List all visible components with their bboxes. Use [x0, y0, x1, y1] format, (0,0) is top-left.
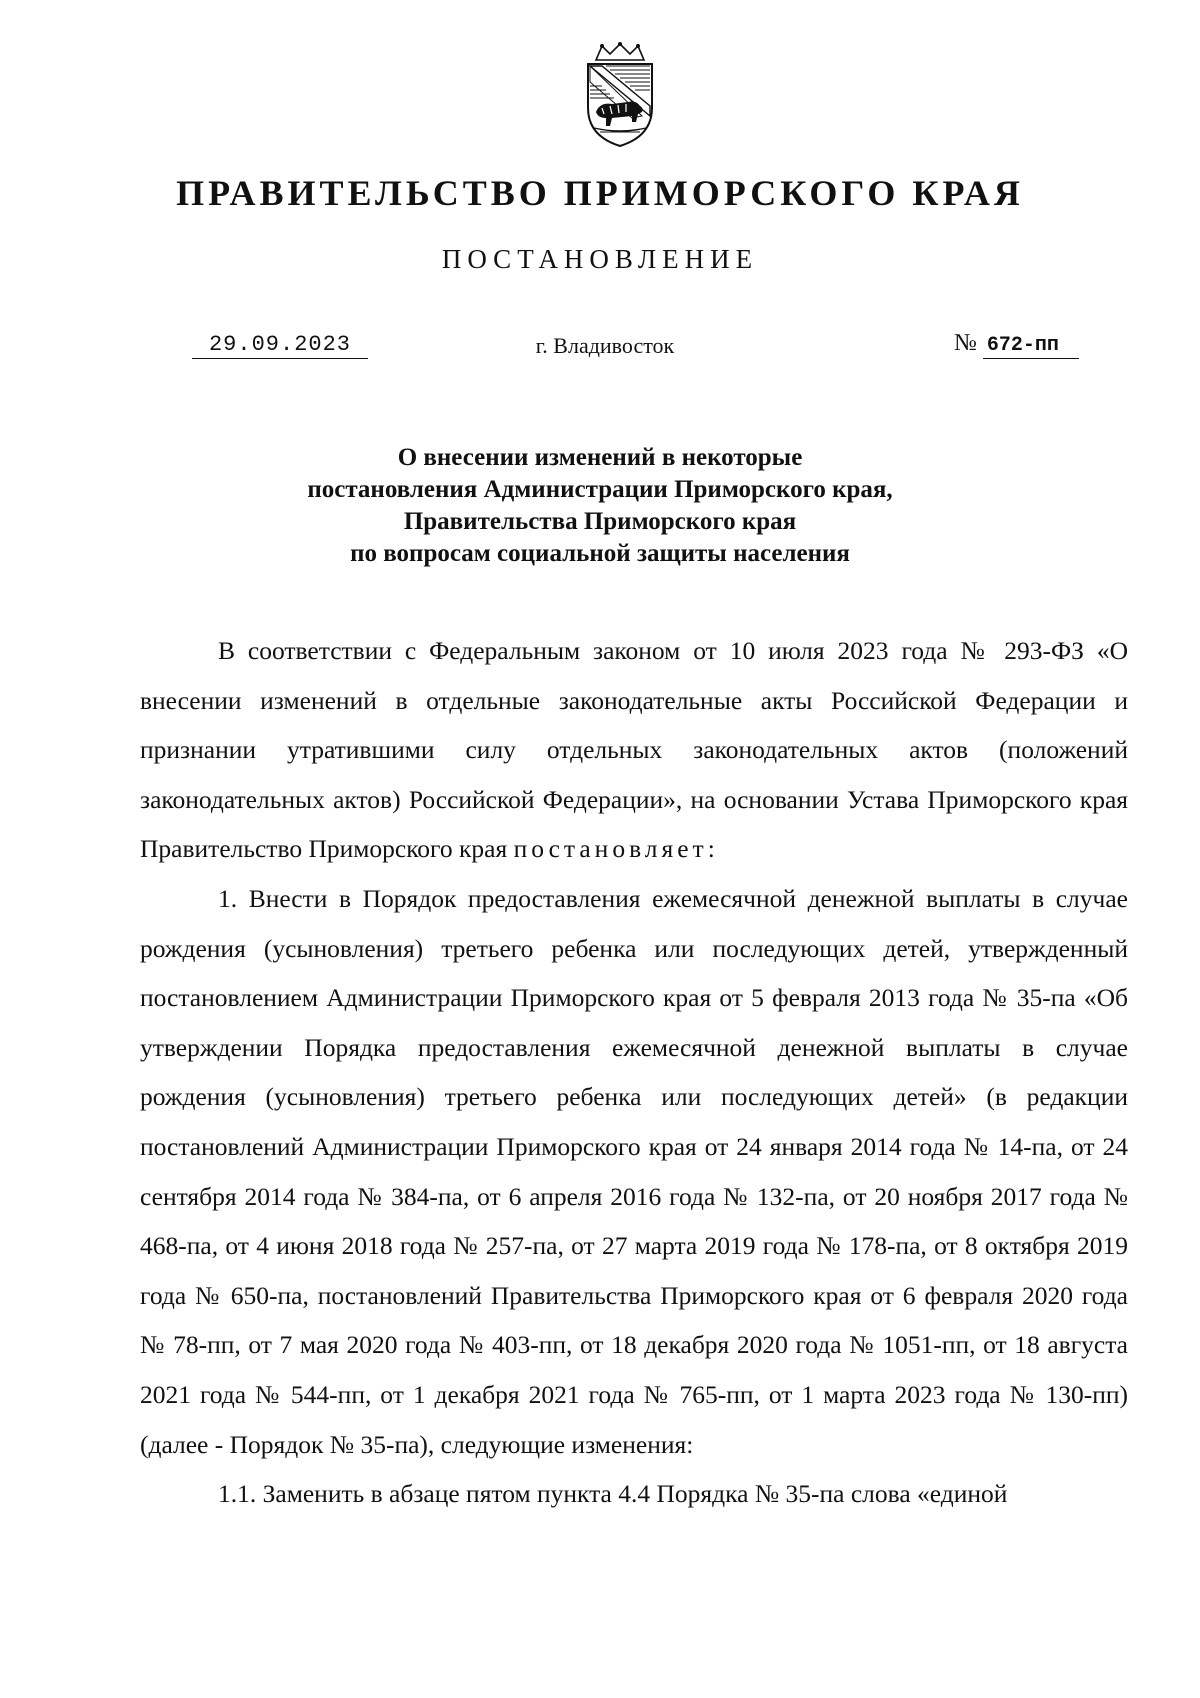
document-date: 29.09.2023 — [192, 332, 368, 359]
coat-of-arms-emblem — [582, 42, 658, 150]
preamble-text: В соответствии с Федеральным законом от 10 июля 2023 года № 293-ФЗ «О внесении изменений в отдельные законодательные акты Российской Федерации и признании утратившими силу отдельных законодательных актов (положений законодательных актов) Российской Федерации», на основании Устава Приморского края Правительство Приморского края — [140, 636, 1128, 864]
item-1-paragraph: 1. Внести в Порядок предоставления ежемесячной денежной выплаты в случае рождения (усыновления) третьего ребенка или последующих детей, утвержденный постановлением Администрации Приморского края от 5 февраля 2013 года № 35-па «Об утверждении Порядка предоставления ежемесячной денежной выплаты в случае рождения (усыновления) третьего ребенка или последующих детей» (в редакции постановлений Администрации Приморского края от 24 января 2014 года № 14-па, от 24 сентября 2014 года № 384-па, от 6 апреля 2016 года № 132-па, от 20 ноября 2017 года № 468-па, от 4 июня 2018 года № 257-па, от 27 марта 2019 года № 178-па, от 8 октября 2019 года № 650-па, постановлений Правительства Приморского края от 6 февраля 2020 года № 78-пп, от 7 мая 2020 года № 403-пп, от 18 декабря 2020 года № 1051-пп, от 18 августа 2021 года № 544-пп, от 1 декабря 2021 года № 765-пп, от 1 марта 2023 года № 130-пп) (далее - Порядок № 35-па), следующие изменения: — [140, 883, 1128, 1459]
resolves-word: постановляет: — [513, 834, 719, 864]
number-value: 672-пп — [983, 334, 1079, 359]
document-number — [954, 330, 1079, 359]
document-subject — [0, 442, 1200, 570]
government-title: ПРАВИТЕЛЬСТВО ПРИМОРСКОГО КРАЯ — [176, 173, 1024, 213]
subject-line: по вопросам социальной защиты населения — [350, 540, 850, 567]
subject-line: постановления Администрации Приморского края, — [307, 476, 893, 503]
number-sign: № — [954, 330, 977, 356]
document-body — [140, 626, 1128, 1519]
subject-line: Правительства Приморского края — [403, 508, 797, 535]
preamble-paragraph — [140, 626, 1128, 874]
item-1-1-paragraph: 1.1. Заменить в абзаце пятом пункта 4.4 Порядка № 35-па слова «единой — [218, 1479, 1008, 1509]
document-city: г. Владивосток — [535, 333, 675, 358]
document-type: ПОСТАНОВЛЕНИЕ — [441, 244, 759, 274]
subject-line: О внесении изменений в некоторые — [397, 444, 803, 471]
